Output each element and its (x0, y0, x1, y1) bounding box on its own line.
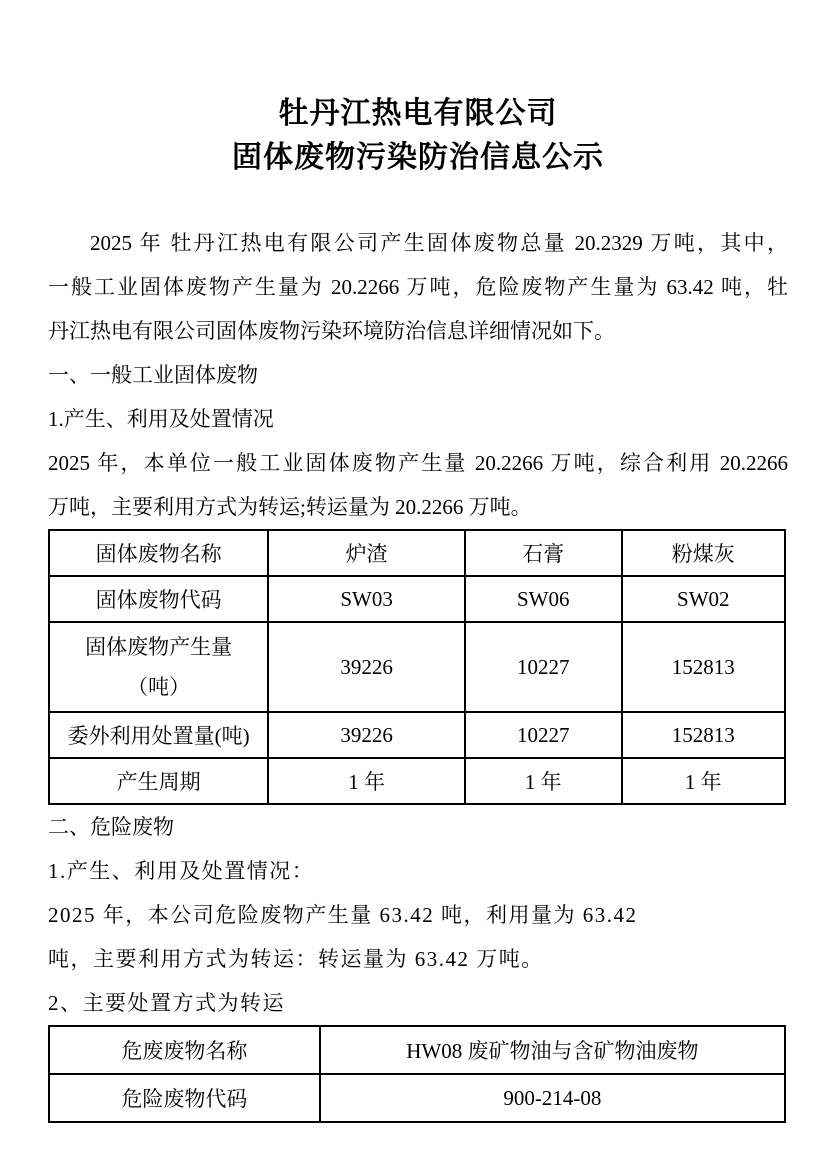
table-cell-value: 粉煤灰 (622, 530, 785, 576)
table-row-production-cycle (49, 758, 785, 804)
general-solid-waste-table (48, 529, 786, 805)
section1-subheading1: 1.产生、利用及处置情况 (48, 407, 274, 431)
table-cell-value: 石膏 (465, 530, 622, 576)
intro-line3: 丹江热电有限公司固体废物污染环境防治信息详细情况如下。 (48, 319, 615, 343)
section2-subheading2: 2、主要处置方式为转运 (48, 991, 285, 1015)
table-row-waste-name (49, 530, 785, 576)
table-row-hazardous-code (49, 1074, 785, 1122)
table-cell-value: 39226 (268, 622, 465, 712)
table-cell-value: 900-214-08 (320, 1074, 785, 1122)
table-row-waste-code (49, 576, 785, 622)
table-cell-value: 10227 (465, 622, 622, 712)
table-cell-value: SW03 (268, 576, 465, 622)
document-title-line1: 牡丹江热电有限公司 (278, 97, 558, 130)
table-cell-label (49, 622, 268, 712)
table-cell-value: 1 年 (268, 758, 465, 804)
table-cell-value: HW08 废矿物油与含矿物油废物 (320, 1026, 785, 1074)
document-title-line2: 固体废物污染防治信息公示 (232, 141, 604, 174)
table-cell-value: 1 年 (622, 758, 785, 804)
table-row-outsourced-disposal (49, 712, 785, 758)
table-cell-value: 152813 (622, 712, 785, 758)
production-label-line1: 固体废物产生量 (85, 635, 233, 659)
intro-line2: 一般工业固体废物产生量为 20.2266 万吨，危险废物产生量为 63.42 吨，牡 (48, 275, 788, 299)
table-cell-label: 固体废物名称 (49, 530, 268, 576)
table-cell-label: 固体废物代码 (49, 576, 268, 622)
table-cell-label: 产生周期 (49, 758, 268, 804)
table-cell-value: SW06 (465, 576, 622, 622)
table-cell-label: 委外利用处置量(吨) (49, 712, 268, 758)
section2-paragraph-line1: 2025 年，本公司危险废物产生量 63.42 吨，利用量为 63.42 (48, 903, 638, 927)
section2-heading: 二、危险废物 (48, 815, 174, 839)
table-row-production-amount (49, 622, 785, 712)
table-row-hazardous-name (49, 1026, 785, 1074)
intro-paragraph (48, 221, 788, 353)
table-cell-value: 炉渣 (268, 530, 465, 576)
document-title (48, 92, 788, 180)
table-cell-value: 152813 (622, 622, 785, 712)
table-cell-label: 危险废物代码 (49, 1074, 320, 1122)
section1-heading: 一、一般工业固体废物 (48, 363, 258, 387)
table-cell-value: 1 年 (465, 758, 622, 804)
hazardous-waste-table (48, 1025, 786, 1123)
section1-paragraph-line2: 万吨，主要利用方式为转运;转运量为 20.2266 万吨。 (48, 495, 532, 519)
section1-paragraph-line1: 2025 年，本单位一般工业固体废物产生量 20.2266 万吨，综合利用 20.2266 (48, 451, 788, 475)
table-cell-value: 10227 (465, 712, 622, 758)
table-cell-label: 危废废物名称 (49, 1026, 320, 1074)
intro-line1: 2025 年 牡丹江热电有限公司产生固体废物总量 20.2329 万吨，其中， (90, 231, 788, 255)
table-cell-value: 39226 (268, 712, 465, 758)
section2-paragraph-line2: 吨，主要利用方式为转运：转运量为 63.42 万吨。 (48, 947, 544, 971)
production-label-line2: （吨） (127, 675, 191, 699)
section2-subheading1: 1.产生、利用及处置情况： (48, 859, 315, 883)
table-cell-value: SW02 (622, 576, 785, 622)
